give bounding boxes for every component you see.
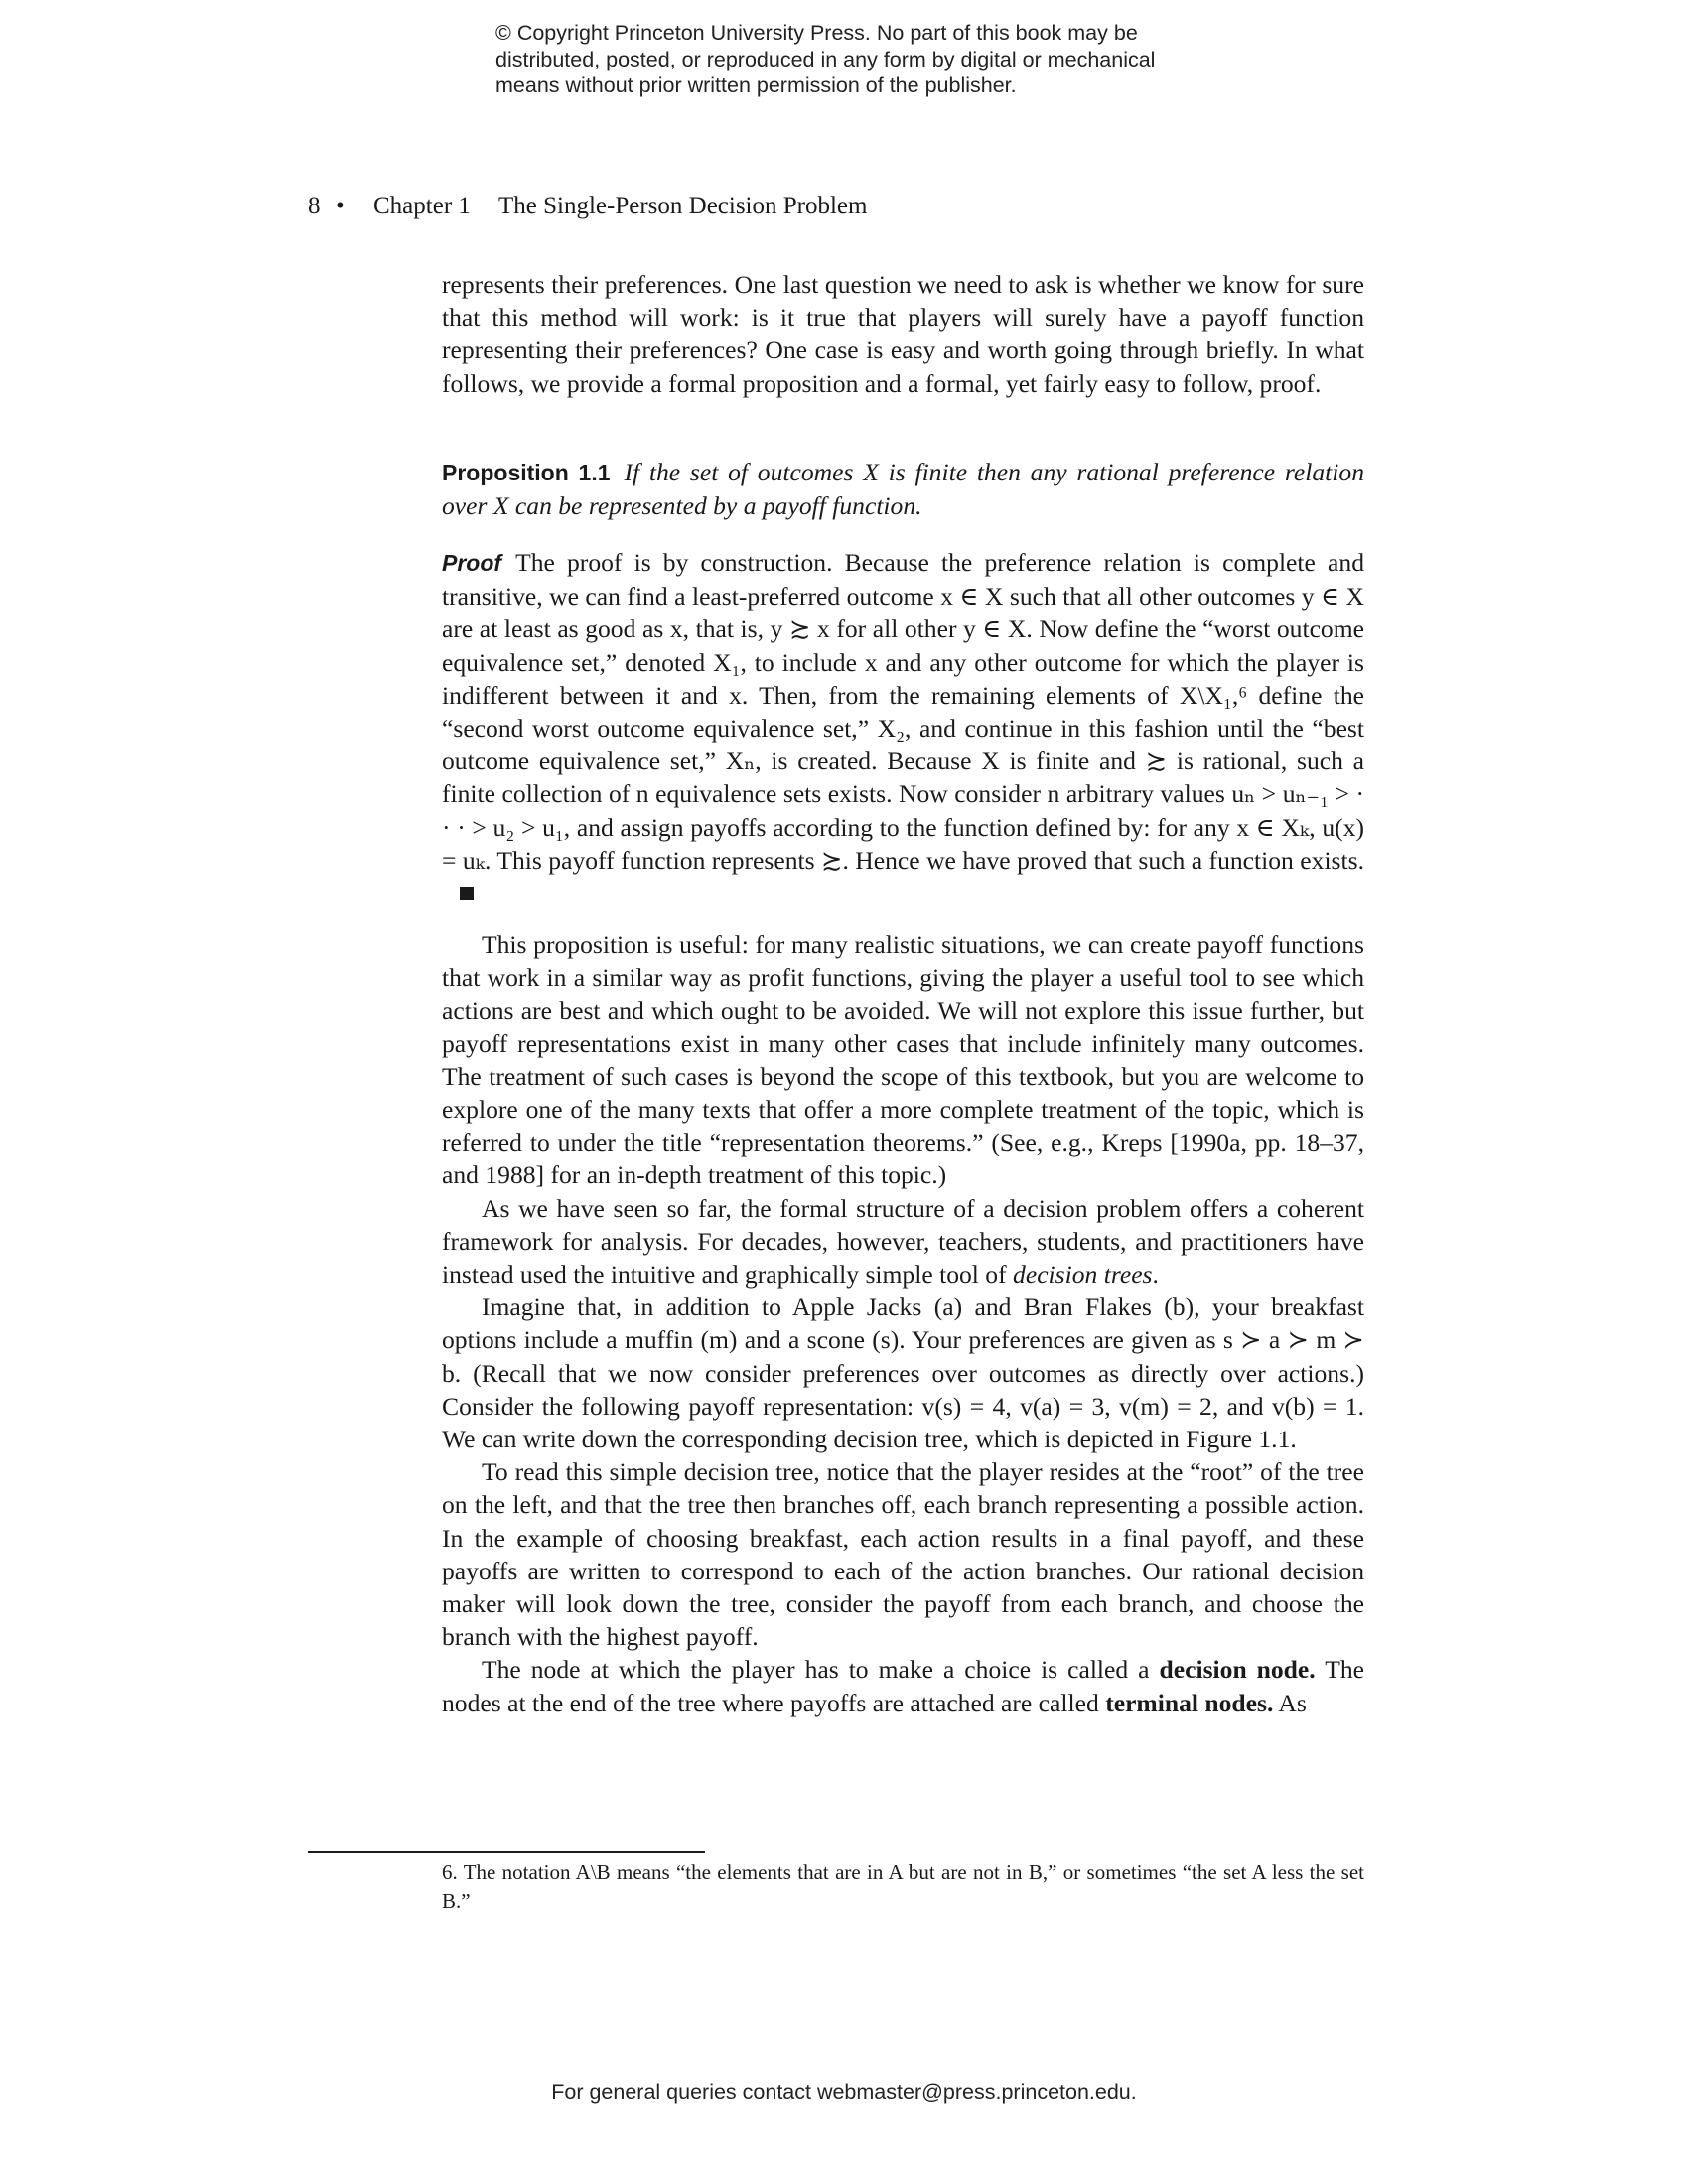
defined-term: terminal nodes. [1105,1688,1274,1717]
qed-square-icon [460,887,474,900]
footer-contact: For general queries contact webmaster@press.princeton.edu. [551,2080,1137,2104]
running-head [308,193,867,220]
body-paragraph [442,1653,1364,1718]
chapter-label: Chapter 1 [373,193,471,219]
proof-text: The proof is by construction. Because the preference relation is complete and transitive, we can find a least-preferred outcome x ∈ X such that all other outcomes y ∈ X are at least as good as x, that is, y ≿ x for all other y ∈ X. Now define the “worst outcome equivalence set,” denoted X₁, to include x and any other outcome for which the player is indifferent between it and x. Then, from the remaining elements of X\X₁,⁶ define the “second worst outcome equivalence set,” X₂, and continue in this fashion until the “best outcome equivalence set,” Xₙ, is created. Because X is finite and ≿ is rational, such a finite collection of n equivalence sets exists. Now consider n arbitrary values uₙ > uₙ₋₁ > · · · > u₂ > u₁, and assign payoffs according to the function defined by: for any x ∈ Xₖ, u(x) = uₖ. This payoff function represents ≿. Hence we have proved that such a function exists. [442,548,1364,875]
defined-term: decision node. [1159,1655,1316,1685]
footnote: 6. The notation A\B means “the elements that are in A but are not in B,” or sometimes “the set A less the set B.” [442,1860,1364,1913]
intro-paragraph [442,268,1364,400]
paragraph-text: As [1273,1688,1307,1717]
copyright-notice [495,20,1250,99]
body-paragraph: This proposition is useful: for many realistic situations, we can create payoff functions that work in a similar way as profit functions, giving the player a useful tool to see which actions are best and which ought to be avoided. We will not explore this issue further, but payoff representations exist in many other cases that include infinitely many outcomes. The treatment of such cases is beyond the scope of this textbook, but you are welcome to explore one of the many texts that offer a more complete treatment of the topic, which is referred to under the title “representation theorems.” (See, e.g., Kreps [1990a, pp. 18–37, and 1988] for an in-depth treatment of this topic.) [442,930,1364,1190]
footnote-divider [308,1851,705,1853]
proof-block [442,546,1364,909]
proposition-label: Proposition 1.1 [442,460,611,485]
paragraph-text: . [1152,1260,1159,1290]
body-paragraph: Imagine that, in addition to Apple Jacks (a) and Bran Flakes (b), your breakfast options include a muffin (m) and a scone (s). Your preferences are given as s ≻ a ≻ m ≻ b. (Recall that we now consider preferences over outcomes as directly over actions.) Consider the following payoff representation: v(s) = 4, v(a) = 3, v(m) = 2, and v(b) = 1. We can write down the corresponding decision tree, which is depicted in Figure 1.1. [442,1293,1364,1454]
bullet-separator: • [336,193,345,219]
body-text [442,928,1364,1719]
chapter-title: The Single-Person Decision Problem [498,193,868,219]
paragraph-text: The node at which the player has to make a choice is called a [482,1655,1160,1685]
paragraph-text: The nodes at the end of the tree where payoffs are attached are called [442,1655,1364,1717]
page-number: 8 [308,193,321,219]
body-paragraph: To read this simple decision tree, notice that the player resides at the “root” of the tree on the left, and that the tree then branches off, each branch representing a possible action. In the example of choosing breakfast, each action results in a final payoff, and these payoffs are written to correspond to each of the action branches. Our rational decision maker will look down the tree, consider the payoff from each branch, and choose the branch with the highest payoff. [442,1457,1364,1652]
emphasized-term: decision trees [1013,1260,1153,1290]
proposition-block [442,456,1364,522]
paragraph-text: represents their preferences. One last question we need to ask is whether we know for sure that this method will work: is it true that players will surely have a payoff function representing their preferences? One case is easy and worth going through briefly. In what follows, we provide a formal proposition and a formal, yet fairly easy to follow, proof. [442,270,1364,398]
proposition-text: If the set of outcomes X is finite then any rational preference relation over X can be represented by a payoff function. [442,458,1364,521]
copyright-line: distributed, posted, or reproduced in any form by digital or mechanical [495,47,1156,71]
paragraph-text: As we have seen so far, the formal structure of a decision problem offers a coherent framework for analysis. For decades, however, teachers, students, and practitioners have instead used the intuitive and graphically simple tool of [442,1193,1364,1290]
copyright-line: means without prior written permission of the publisher. [495,73,1017,97]
copyright-line: © Copyright Princeton University Press. No part of this book may be [495,21,1138,45]
body-paragraph [442,1192,1364,1292]
proof-label: Proof [442,550,502,576]
